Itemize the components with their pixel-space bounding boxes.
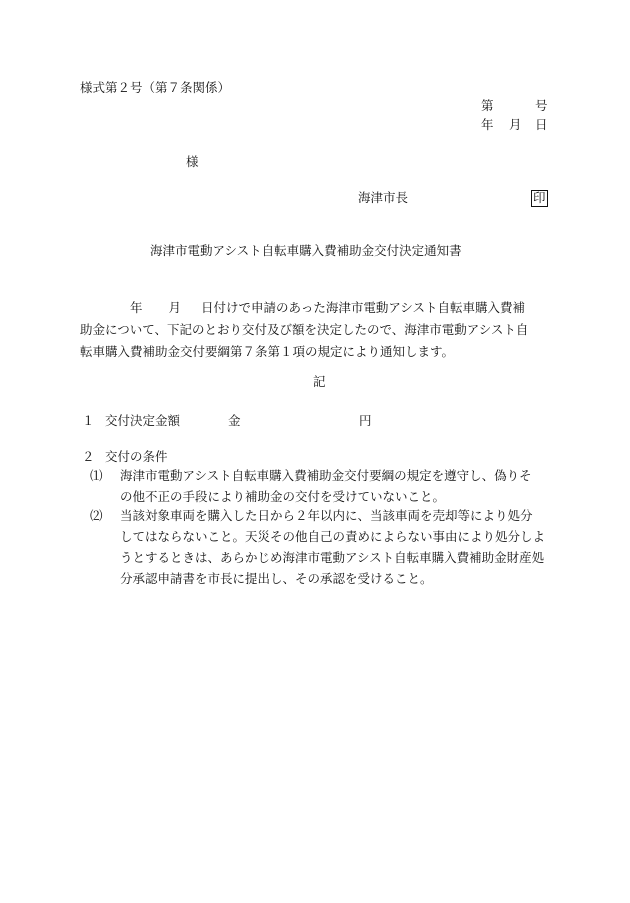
body-line-3: 転車購入費補助金交付要綱第７条第１項の規定により通知します。 [80, 344, 455, 359]
doc-number-suffix: 号 [535, 98, 548, 113]
form-label: 様式第２号（第７条関係） [80, 80, 231, 95]
item1-label: 交付決定金額 [105, 413, 181, 428]
condition-2-line-2: してはならないこと。天災その他自己の責めによらない事由により処分しよ [120, 529, 546, 544]
condition-2 [90, 505, 560, 589]
date-month: 月 [509, 117, 522, 132]
condition-1-text: 海津市電動アシスト自転車購入費補助金交付要綱の規定を遵守し、偽りそ [120, 468, 532, 483]
condition-1-first-line [90, 465, 560, 486]
sender-title: 海津市長 [358, 190, 409, 205]
condition-2-line-4: 分承認申請書を市長に提出し、その承認を受けること。 [120, 571, 433, 586]
condition-2-line-3: うとするときは、あらかじめ海津市電動アシスト自転車購入費補助金財産処 [120, 550, 545, 565]
ki-heading: 記 [313, 374, 326, 389]
seal-text: 印 [533, 190, 546, 205]
body-line-2: 助金について、下記のとおり交付及び額を決定したので、海津市電動アシスト自 [80, 322, 529, 337]
doc-number-prefix: 第 [481, 98, 494, 113]
body-date-month: 月 [168, 300, 182, 315]
seal-mark [531, 190, 548, 207]
body-date-year: 年 [130, 300, 143, 315]
addressee-suffix: 様 [186, 154, 199, 169]
condition-1-line-2: の他不正の手段により補助金の交付を受けていないこと。 [120, 489, 446, 504]
item1-amount-unit: 円 [359, 413, 372, 428]
condition-1 [90, 465, 560, 507]
body-line-1-text: 日付けで申請のあった海津市電動アシスト自転車購入費補 [201, 300, 526, 315]
body-paragraph [80, 297, 550, 363]
document-title: 海津市電動アシスト自転車購入費補助金交付決定通知書 [150, 243, 462, 258]
item2-label: 交付の条件 [105, 449, 168, 464]
condition-2-text: 当該対象車両を購入した日から２年以内に、当該車両を売却等により処分 [120, 508, 533, 523]
item1-number: １ [82, 413, 95, 428]
date-year: 年 [481, 117, 494, 132]
item1-amount-prefix: 金 [228, 413, 241, 428]
condition-2-first-line [90, 505, 560, 526]
body-line-1 [80, 297, 550, 319]
condition-1-number: ⑴ [90, 468, 103, 483]
item2-number: ２ [82, 449, 95, 464]
date-day: 日 [535, 117, 548, 132]
condition-2-number: ⑵ [90, 508, 103, 523]
